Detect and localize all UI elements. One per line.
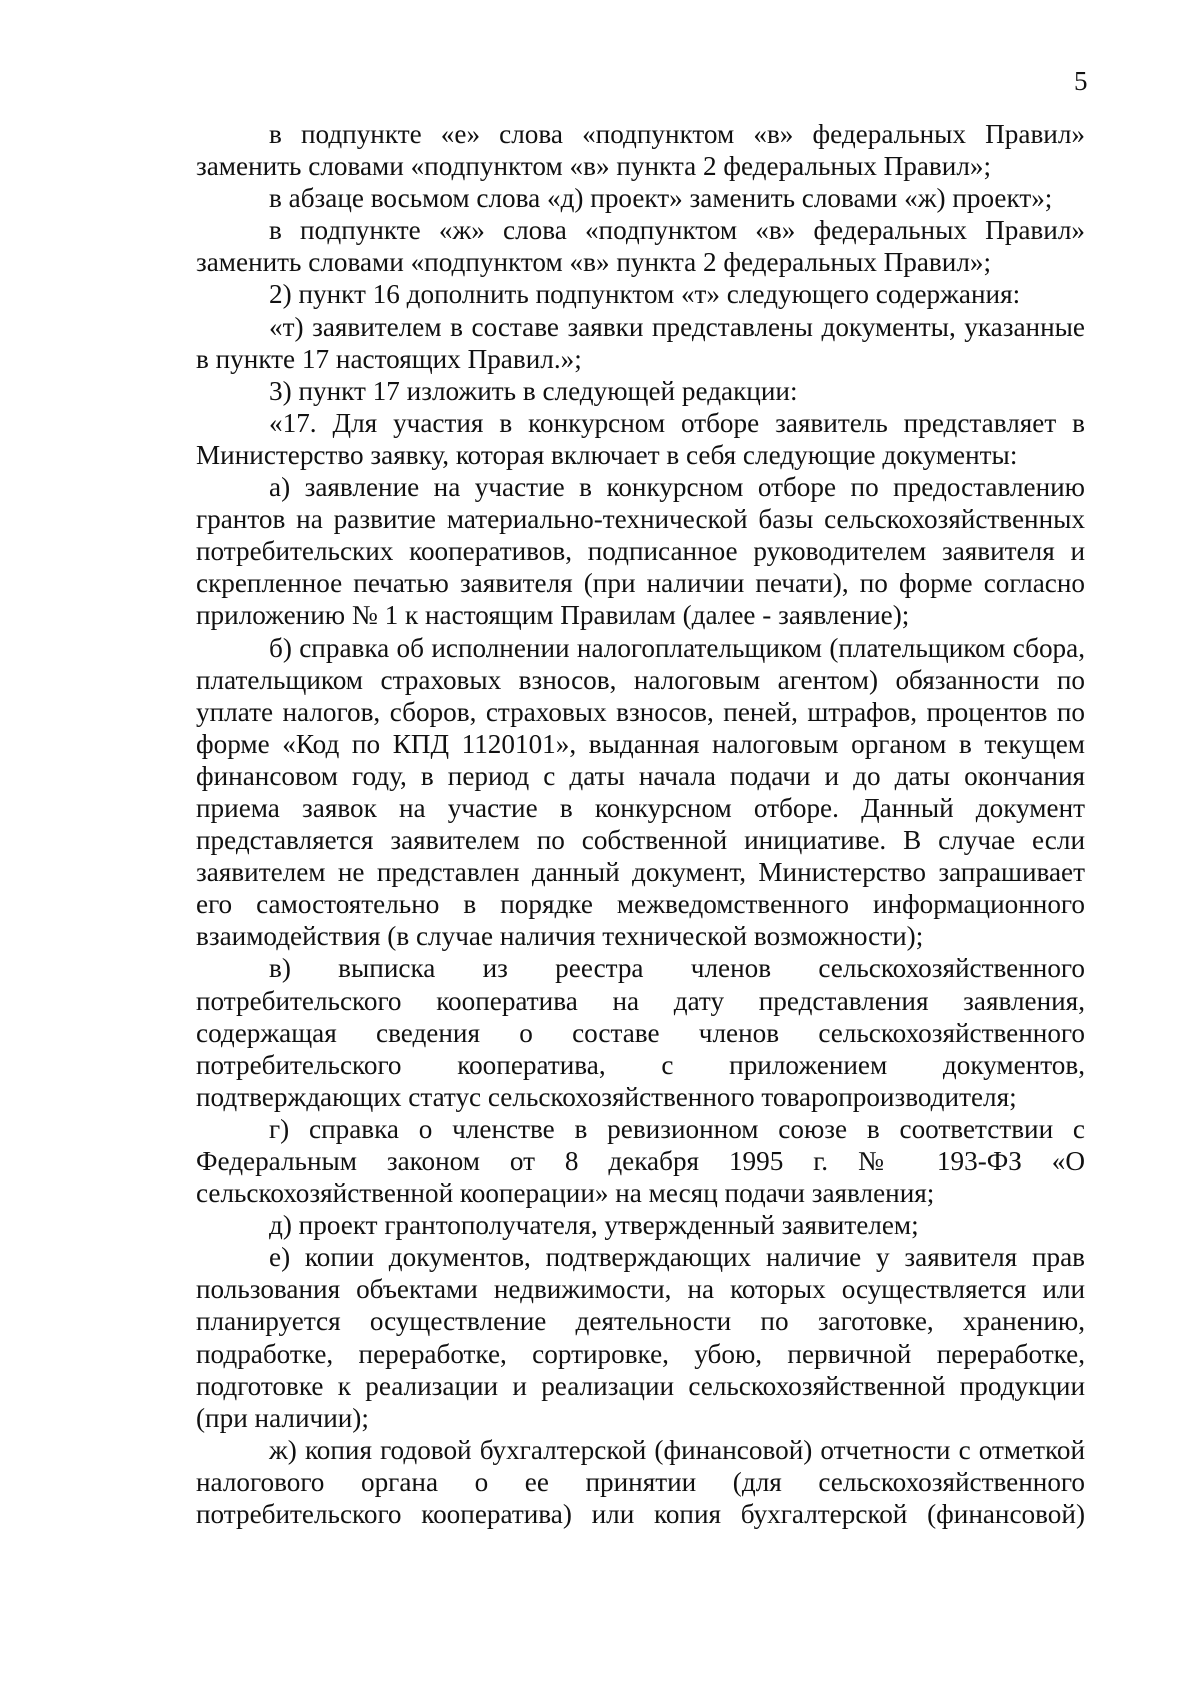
paragraph: г) справка о членстве в ревизионном союзе в соответствии с Федеральным законом от 8 декабря 1995 г. № 193-ФЗ «О сельскохозяйственной кооперации» на месяц подачи заявления; [196,1113,1085,1209]
paragraph: в подпункте «е» слова «подпунктом «в» федеральных Правил» заменить словами «подпунктом «в» пункта 2 федеральных Правил»; [196,119,1085,182]
paragraph: а) заявление на участие в конкурсном отборе по предоставлению грантов на развитие материально-технической базы сельскохозяйственных потребительских кооперативов, подписанное руководителем заявителя и скрепленное печатью заявителя (при наличии печати), по форме согласно приложению № 1 к настоящим Правилам (далее - заявление); [196,472,1085,631]
page-number: 5 [1074,66,1088,96]
paragraph: ж) копия годовой бухгалтерской (финансовой) отчетности с отметкой налогового органа о ее принятии (для сельскохозяйственного потребительского кооператива) или копия бухгалтерской (финансовой) [196,1434,1085,1530]
paragraph: «т) заявителем в составе заявки представлены документы, указанные в пункте 17 настоящих Правил.»; [196,311,1085,374]
paragraph: д) проект грантополучателя, утвержденный заявителем; [269,1210,919,1241]
paragraph: в абзаце восьмом слова «д) проект» заменить словами «ж) проект»; [269,183,1053,214]
paragraph: 3) пункт 17 изложить в следующей редакции: [269,375,798,406]
paragraph: б) справка об исполнении налогоплательщиком (плательщиком сбора, плательщиком страховых взносов, налоговым агентом) обязанности по уплате налогов, сборов, страховых взносов, пеней, штрафов, процентов по форме «Код по КПД 1120101», выданная налоговым органом в текущем финансовом году, в период с даты начала подачи и до даты окончания приема заявок на участие в конкурсном отборе. Данный документ представляется заявителем по собственной инициативе. В случае если заявителем не представлен данный документ, Министерство запрашивает его самостоятельно в порядке межведомственного информационного взаимодействия (в случае наличия технической возможности); [196,632,1085,952]
paragraph: е) копии документов, подтверждающих наличие у заявителя прав пользования объектами недвижимости, на которых осуществляется или планируется осуществление деятельности по заготовке, хранению, подработке, переработке, сортировке, убою, первичной переработке, подготовке к реализации и реализации сельскохозяйственной продукции (при наличии); [196,1242,1085,1433]
paragraph: в подпункте «ж» слова «подпунктом «в» федеральных Правил» заменить словами «подпунктом «в» пункта 2 федеральных Правил»; [196,215,1085,278]
paragraph: в) выписка из реестра членов сельскохозяйственного потребительского кооператива на дату представления заявления, содержащая сведения о составе членов сельскохозяйственного потребительского кооператива, с приложением документов, подтверждающих статус сельскохозяйственного товаропроизводителя; [196,953,1085,1112]
paragraph: «17. Для участия в конкурсном отборе заявитель представляет в Министерство заявку, которая включает в себя следующие документы: [196,407,1085,470]
paragraph: 2) пункт 16 дополнить подпунктом «т» следующего содержания: [269,279,1021,310]
document-body [196,118,1085,1530]
